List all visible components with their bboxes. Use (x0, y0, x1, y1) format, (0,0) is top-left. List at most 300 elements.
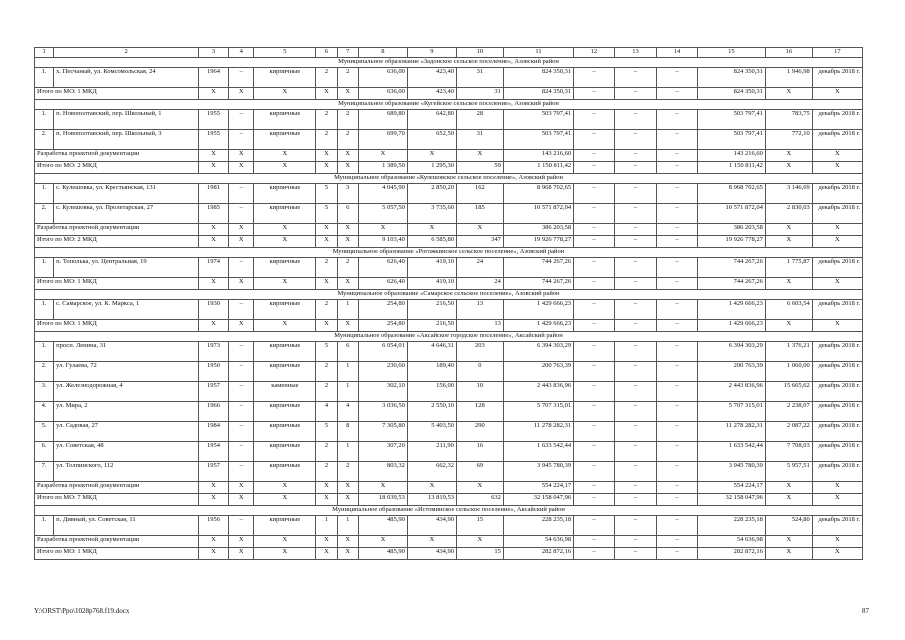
table-cell: – (657, 278, 697, 290)
table-cell: – (228, 516, 254, 536)
table-cell: 282 872,16 (503, 548, 573, 560)
total-row (35, 224, 863, 236)
table-cell: 2 (337, 68, 358, 88)
table-cell: X (199, 482, 229, 494)
table-cell: 1 (337, 516, 358, 536)
table-cell: 6 (337, 204, 358, 224)
table-cell: кирпичные (254, 422, 316, 442)
page-number: 87 (862, 607, 869, 615)
table-cell: п. Тополька, ул. Центральная, 19 (54, 258, 199, 278)
column-number-cell: 14 (657, 48, 697, 58)
table-cell: 5 057,50 (358, 204, 407, 224)
table-cell: X (765, 150, 812, 162)
table-cell: – (657, 482, 697, 494)
table-row (35, 462, 863, 482)
table-cell: X (337, 548, 358, 560)
table-cell: 2 (316, 110, 337, 130)
table-cell: X (337, 236, 358, 248)
table-cell: – (657, 184, 697, 204)
table-cell: 0 (456, 362, 503, 382)
table-cell: X (456, 536, 503, 548)
table-cell: п. Новополтавский, пер. Школьный, 3 (54, 130, 199, 150)
table-cell: 143 216,60 (697, 150, 765, 162)
table-cell: 744 267,26 (503, 258, 573, 278)
table-cell: 824 350,31 (503, 88, 573, 100)
table-cell: с. Кулешовка, ул. Пролетарская, 27 (54, 204, 199, 224)
total-row (35, 236, 863, 248)
table-cell: 8 968 702,65 (697, 184, 765, 204)
table-cell: 3 945 780,39 (503, 462, 573, 482)
table-body (35, 48, 863, 560)
total-row (35, 162, 863, 174)
table-row (35, 130, 863, 150)
table-cell: – (614, 130, 657, 150)
table-cell: 31 (456, 88, 503, 100)
table-cell: декабрь 2018 г. (812, 342, 862, 362)
table-cell: 32 158 047,96 (503, 494, 573, 506)
table-cell: – (574, 236, 614, 248)
table-cell: 13 819,53 (407, 494, 456, 506)
total-row (35, 536, 863, 548)
table-cell: X (228, 236, 254, 248)
table-cell: X (199, 278, 229, 290)
column-number-cell: 10 (456, 48, 503, 58)
table-cell: кирпичные (254, 68, 316, 88)
table-cell: X (199, 162, 229, 174)
table-cell: декабрь 2018 г. (812, 442, 862, 462)
table-cell: X (228, 162, 254, 174)
table-cell: 2 (316, 130, 337, 150)
table-cell: X (407, 536, 456, 548)
table-cell: кирпичные (254, 462, 316, 482)
table-cell: 1957 (199, 382, 229, 402)
table-cell: X (812, 278, 862, 290)
table-cell: 1954 (199, 442, 229, 462)
table-cell: – (657, 130, 697, 150)
table-cell: 5 707 315,01 (697, 402, 765, 422)
table-cell: ул. Мира, 2 (54, 402, 199, 422)
table-cell: декабрь 2018 г. (812, 110, 862, 130)
table-cell: 31 (456, 68, 503, 88)
table-cell: 4 (316, 402, 337, 422)
table-cell: каменные (254, 382, 316, 402)
table-cell: – (614, 278, 657, 290)
table-cell: X (228, 224, 254, 236)
table-cell: – (614, 184, 657, 204)
table-cell: 282 872,16 (697, 548, 765, 560)
table-cell: X (812, 482, 862, 494)
table-cell: – (574, 462, 614, 482)
table-cell: декабрь 2018 г. (812, 258, 862, 278)
table-cell: X (407, 150, 456, 162)
table-cell: 6. (35, 442, 54, 462)
table-row (35, 442, 863, 462)
table-cell: 1 633 542,44 (503, 442, 573, 462)
table-cell: X (337, 320, 358, 332)
total-label: Итого по МО: 2 МКД (35, 236, 199, 248)
table-cell: 1 (337, 442, 358, 462)
table-cell: – (574, 482, 614, 494)
table-cell: 2. (35, 362, 54, 382)
table-cell: 10 571 872,04 (503, 204, 573, 224)
table-cell: 1957 (199, 462, 229, 482)
table-cell: – (657, 422, 697, 442)
table-cell: – (614, 536, 657, 548)
table-cell: 5 (316, 184, 337, 204)
table-cell: кирпичные (254, 300, 316, 320)
table-cell: X (254, 320, 316, 332)
table-cell: X (254, 224, 316, 236)
table-cell: X (812, 162, 862, 174)
table-cell: 143 216,60 (503, 150, 573, 162)
total-label: Итого по МО: 1 МКД (35, 320, 199, 332)
table-cell: 1 150 811,42 (697, 162, 765, 174)
table-cell: – (228, 110, 254, 130)
column-number-cell: 8 (358, 48, 407, 58)
section-title: Муниципальное образование «Аксайское городское поселение», Аксайский район (35, 332, 863, 342)
table-row (35, 68, 863, 88)
table-cell: 1 376,21 (765, 342, 812, 362)
table-cell: – (228, 300, 254, 320)
table-cell: 5. (35, 422, 54, 442)
table-row (35, 382, 863, 402)
table-cell: 2 850,20 (407, 184, 456, 204)
column-number-cell: 12 (574, 48, 614, 58)
table-cell: X (228, 320, 254, 332)
table-cell: – (574, 442, 614, 462)
table-cell: 434,90 (407, 516, 456, 536)
table-cell: декабрь 2018 г. (812, 130, 862, 150)
table-cell: – (614, 258, 657, 278)
table-row (35, 362, 863, 382)
table-cell: ул. Садовая, 27 (54, 422, 199, 442)
table-cell: – (614, 548, 657, 560)
table-cell: – (228, 184, 254, 204)
table-cell: – (657, 516, 697, 536)
table-cell: X (407, 224, 456, 236)
table-cell: 744 267,26 (697, 258, 765, 278)
table-cell: 3 (337, 184, 358, 204)
table-cell: X (456, 150, 503, 162)
section-header-row (35, 174, 863, 184)
table-cell: – (574, 382, 614, 402)
table-cell: 3. (35, 382, 54, 402)
table-cell: 3 735,60 (407, 204, 456, 224)
table-cell: 9 103,40 (358, 236, 407, 248)
table-cell: 485,90 (358, 548, 407, 560)
register-table (34, 47, 863, 560)
column-number-cell: 7 (337, 48, 358, 58)
table-row (35, 422, 863, 442)
table-cell: X (765, 278, 812, 290)
table-cell: 5 (316, 204, 337, 224)
table-cell: 6 603,54 (765, 300, 812, 320)
table-cell: 1. (35, 110, 54, 130)
table-cell: 6 (337, 342, 358, 362)
section-title: Муниципальное образование «Задонское сельское поселение», Азовский район (35, 58, 863, 68)
table-cell: 2 (316, 258, 337, 278)
table-cell: 423,40 (407, 88, 456, 100)
table-cell: – (657, 548, 697, 560)
table-cell: – (657, 536, 697, 548)
table-cell: 2 087,22 (765, 422, 812, 442)
table-cell: X (456, 224, 503, 236)
table-cell: X (254, 88, 316, 100)
table-cell: – (657, 68, 697, 88)
table-cell: с. Кулешовка, ул. Крестьянская, 131 (54, 184, 199, 204)
table-cell: 228 235,18 (503, 516, 573, 536)
table-cell: X (337, 224, 358, 236)
column-number-cell: 15 (697, 48, 765, 58)
table-cell: – (228, 442, 254, 462)
table-cell: 626,40 (358, 258, 407, 278)
table-cell: 2 (316, 442, 337, 462)
table-cell: X (337, 536, 358, 548)
table-cell: X (254, 482, 316, 494)
table-cell: X (358, 482, 407, 494)
table-cell: X (199, 536, 229, 548)
table-cell: X (254, 150, 316, 162)
table-cell: 662,32 (407, 462, 456, 482)
table-cell: – (614, 162, 657, 174)
table-cell: 1 060,00 (765, 362, 812, 382)
table-cell: 6 054,01 (358, 342, 407, 362)
table-cell: 1 429 666,23 (503, 320, 573, 332)
table-cell: декабрь 2018 г. (812, 362, 862, 382)
table-cell: – (614, 382, 657, 402)
table-cell: – (614, 462, 657, 482)
table-cell: X (254, 536, 316, 548)
section-title: Муниципальное образование «Кулешовское сельское поселение», Азовский район (35, 174, 863, 184)
table-cell: – (657, 402, 697, 422)
table-cell: X (316, 150, 337, 162)
table-cell: 744 267,26 (503, 278, 573, 290)
table-cell: 15 665,62 (765, 382, 812, 402)
table-cell: 689,80 (358, 110, 407, 130)
table-cell: – (657, 342, 697, 362)
table-cell: 2. (35, 204, 54, 224)
table-cell: 1984 (199, 422, 229, 442)
section-title: Муниципальное образование «Истоминское сельское поселение», Аксайский район (35, 506, 863, 516)
table-cell: 6 394 303,29 (503, 342, 573, 362)
table-cell: 386 203,58 (697, 224, 765, 236)
table-cell: 1 429 666,23 (697, 300, 765, 320)
table-cell: – (574, 130, 614, 150)
table-cell: 3 036,50 (358, 402, 407, 422)
table-cell: 6 585,80 (407, 236, 456, 248)
table-cell: X (199, 548, 229, 560)
table-cell: 200 763,39 (503, 362, 573, 382)
table-cell: X (765, 536, 812, 548)
table-cell: 503 797,41 (697, 130, 765, 150)
table-cell: – (657, 320, 697, 332)
table-cell: X (316, 224, 337, 236)
table-cell: 211,90 (407, 442, 456, 462)
file-path: Y:\ORST\Ppo\1028p768.f19.docx (34, 607, 130, 615)
table-cell: X (456, 482, 503, 494)
table-cell: 1 775,87 (765, 258, 812, 278)
table-cell: – (574, 278, 614, 290)
table-cell: кирпичные (254, 184, 316, 204)
table-cell: X (254, 494, 316, 506)
table-cell: X (199, 88, 229, 100)
column-number-cell: 13 (614, 48, 657, 58)
table-cell: 54 636,98 (503, 536, 573, 548)
total-row (35, 482, 863, 494)
table-cell: – (657, 236, 697, 248)
table-cell: 1 429 666,23 (697, 320, 765, 332)
table-cell: 203 (456, 342, 503, 362)
total-label: Итого по МО: 1 МКД (35, 278, 199, 290)
table-cell: 2 238,07 (765, 402, 812, 422)
table-cell: – (614, 516, 657, 536)
table-cell: 1 389,50 (358, 162, 407, 174)
table-cell: кирпичные (254, 110, 316, 130)
table-cell: 699,70 (358, 130, 407, 150)
table-cell: 15 (456, 516, 503, 536)
table-cell: 2 (316, 382, 337, 402)
table-cell: 13 (456, 320, 503, 332)
table-cell: – (614, 362, 657, 382)
table-cell: X (199, 494, 229, 506)
table-cell: 1985 (199, 204, 229, 224)
table-cell: 2 (316, 462, 337, 482)
table-cell: 1. (35, 184, 54, 204)
section-header-row (35, 332, 863, 342)
table-cell: 307,20 (358, 442, 407, 462)
total-row (35, 320, 863, 332)
table-cell: 24 (456, 278, 503, 290)
table-cell: 2 443 836,96 (697, 382, 765, 402)
table-cell: 6 394 303,29 (697, 342, 765, 362)
table-cell: X (812, 88, 862, 100)
table-cell: X (337, 162, 358, 174)
table-cell: 4 646,31 (407, 342, 456, 362)
table-cell: X (228, 150, 254, 162)
table-cell: 503 797,41 (503, 110, 573, 130)
section-title: Муниципальное образование «Рогожкинское сельское поселение», Азовский район (35, 248, 863, 258)
section-header-row (35, 506, 863, 516)
table-cell: 1956 (199, 516, 229, 536)
table-cell: X (765, 224, 812, 236)
table-cell: 1 150 811,42 (503, 162, 573, 174)
table-cell: X (812, 548, 862, 560)
table-cell: – (614, 342, 657, 362)
table-cell: – (228, 382, 254, 402)
table-cell: – (657, 442, 697, 462)
table-cell: 69 (456, 462, 503, 482)
table-cell: – (614, 150, 657, 162)
table-cell: – (574, 320, 614, 332)
table-cell: 2 (337, 258, 358, 278)
table-cell: – (574, 162, 614, 174)
table-cell: – (228, 342, 254, 362)
table-row (35, 184, 863, 204)
table-cell: X (337, 150, 358, 162)
table-cell: 824 350,31 (697, 68, 765, 88)
table-cell: – (574, 402, 614, 422)
table-cell: п. Дивный, ул. Советская, 11 (54, 516, 199, 536)
table-cell: кирпичные (254, 130, 316, 150)
table-cell: 13 (456, 300, 503, 320)
table-cell: 5 403,50 (407, 422, 456, 442)
table-cell: 290 (456, 422, 503, 442)
column-number-cell: 9 (407, 48, 456, 58)
table-cell: X (337, 494, 358, 506)
table-cell: 19 926 778,27 (503, 236, 573, 248)
table-cell: декабрь 2018 г. (812, 462, 862, 482)
table-cell: – (614, 224, 657, 236)
table-cell: – (614, 88, 657, 100)
table-cell: 5 (316, 342, 337, 362)
table-cell: 2. (35, 130, 54, 150)
table-cell: 554 224,17 (697, 482, 765, 494)
table-cell: 16 (456, 442, 503, 462)
table-cell: 803,32 (358, 462, 407, 482)
table-cell: 18 039,53 (358, 494, 407, 506)
table-cell: 200 763,39 (697, 362, 765, 382)
table-cell: 254,80 (358, 320, 407, 332)
table-cell: 1966 (199, 402, 229, 422)
table-cell: 8 (337, 422, 358, 442)
total-label: Разработка проектной документации (35, 536, 199, 548)
table-row (35, 516, 863, 536)
table-cell: кирпичные (254, 362, 316, 382)
table-cell: 3 146,69 (765, 184, 812, 204)
table-cell: X (316, 88, 337, 100)
table-cell: X (316, 494, 337, 506)
table-cell: 11 278 282,31 (697, 422, 765, 442)
table-cell: 1950 (199, 362, 229, 382)
table-cell: 156,00 (407, 382, 456, 402)
table-cell: – (574, 516, 614, 536)
table-cell: декабрь 2018 г. (812, 422, 862, 442)
table-cell: декабрь 2018 г. (812, 382, 862, 402)
table-cell: – (228, 130, 254, 150)
table-cell: – (657, 150, 697, 162)
table-cell: 2 (337, 110, 358, 130)
table-cell: – (228, 422, 254, 442)
table-cell: X (812, 236, 862, 248)
table-cell: 1. (35, 342, 54, 362)
total-label: Итого по МО: 1 МКД (35, 548, 199, 560)
table-cell: ул. Толпинского, 112 (54, 462, 199, 482)
table-cell: – (614, 442, 657, 462)
table-cell: 503 797,41 (697, 110, 765, 130)
table-cell: – (574, 536, 614, 548)
table-cell: просп. Ленина, 31 (54, 342, 199, 362)
table-cell: 1. (35, 68, 54, 88)
table-cell: 636,00 (358, 88, 407, 100)
table-cell: X (358, 536, 407, 548)
column-number-cell: 6 (316, 48, 337, 58)
table-cell: X (228, 548, 254, 560)
total-row (35, 278, 863, 290)
column-number-row (35, 48, 863, 58)
table-cell: X (812, 224, 862, 236)
table-cell: 8 968 702,65 (503, 184, 573, 204)
table-cell: X (316, 320, 337, 332)
table-cell: X (316, 548, 337, 560)
table-cell: – (574, 150, 614, 162)
table-cell: X (337, 88, 358, 100)
table-cell: декабрь 2018 г. (812, 300, 862, 320)
table-cell: – (614, 110, 657, 130)
table-cell: 216,50 (407, 300, 456, 320)
table-cell: – (574, 88, 614, 100)
table-cell: X (765, 162, 812, 174)
table-cell: 28 (456, 110, 503, 130)
